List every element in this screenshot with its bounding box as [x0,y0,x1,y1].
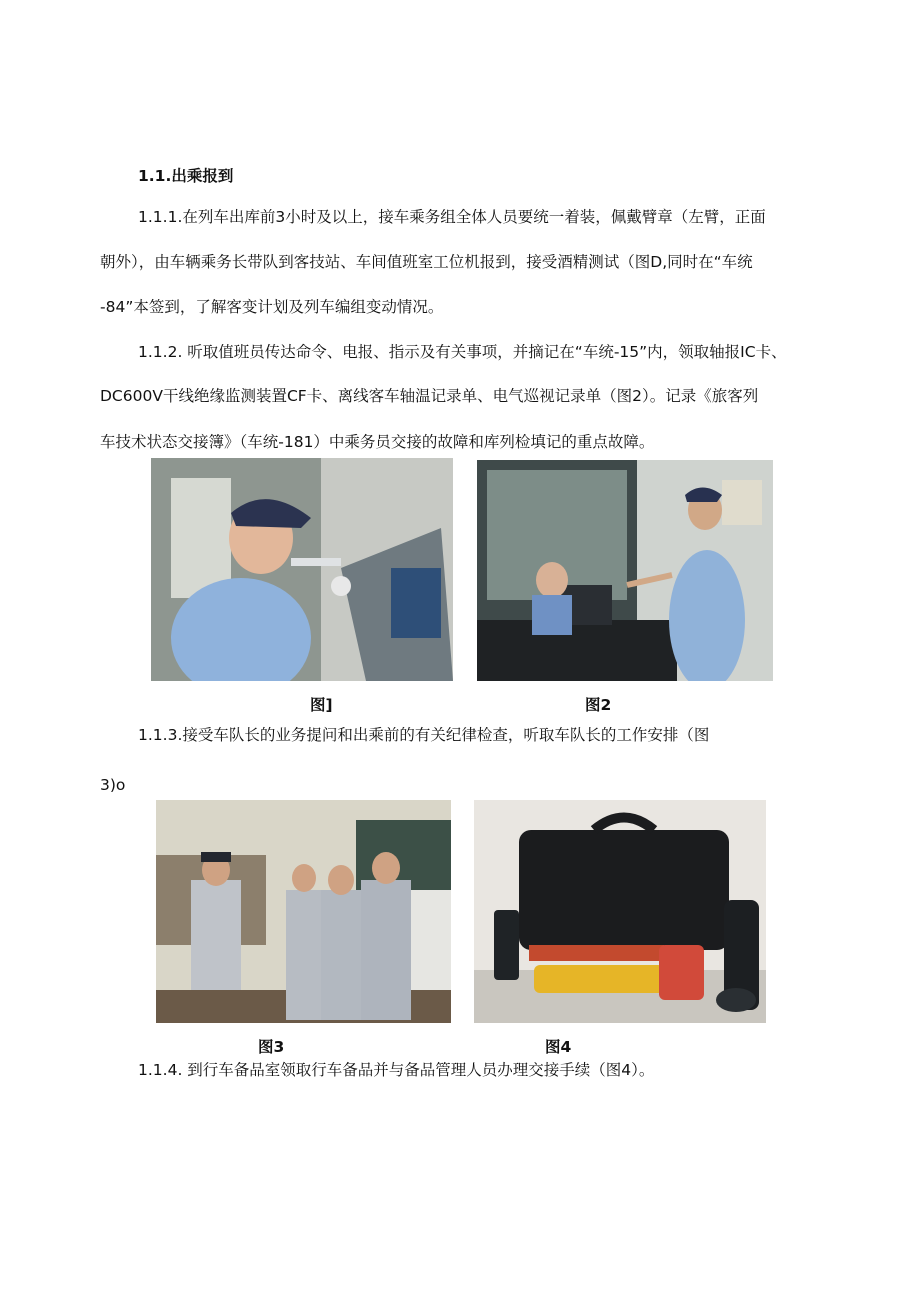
paragraph-1-line-3: -84”本签到，了解客变计划及列车编组变动情况。 [100,298,444,316]
paragraph-1-line-1: 1.1.1.在列车出库前3小时及以上，接车乘务组全体人员要统一着装，佩戴臂章（左臂，正面 [138,208,766,226]
section-heading: 1.1.出乘报到 [138,167,234,185]
figure-4-photo [474,800,766,1023]
figure-4-caption: 图4 [545,1038,572,1056]
paragraph-3-line-2: 3)o [100,776,126,794]
figure-3-caption: 图3 [258,1038,285,1056]
paragraph-2-line-1: 1.1.2. 听取值班员传达命令、电报、指示及有关事项，并摘记在“车统-15”内，领取轴报IC卡、 [138,343,787,361]
figure-3-photo [156,800,451,1023]
figure-1-photo [151,458,453,681]
paragraph-3-line-1: 1.1.3.接受车队长的业务提问和出乘前的有关纪律检查，听取车队长的工作安排（图 [138,726,710,744]
paragraph-1-line-2: 朝外），由车辆乘务长带队到客技站、车间值班室工位机报到，接受酒精测试（图D,同时在“车统 [100,253,753,271]
figure-1-caption: 图] [310,696,333,714]
figure-2-photo [477,460,773,681]
paragraph-2-line-3: 车技术状态交接簿》（车统-181）中乘务员交接的故障和库列检填记的重点故障。 [100,433,655,451]
figure-2-caption: 图2 [585,696,612,714]
paragraph-2-line-2: DC600V干线绝缘监测装置CF卡、离线客车轴温记录单、电气巡视记录单（图2）。记录《旅客列 [100,387,759,405]
paragraph-4-line-1: 1.1.4. 到行车备品室领取行车备品并与备品管理人员办理交接手续（图4）。 [138,1061,655,1079]
